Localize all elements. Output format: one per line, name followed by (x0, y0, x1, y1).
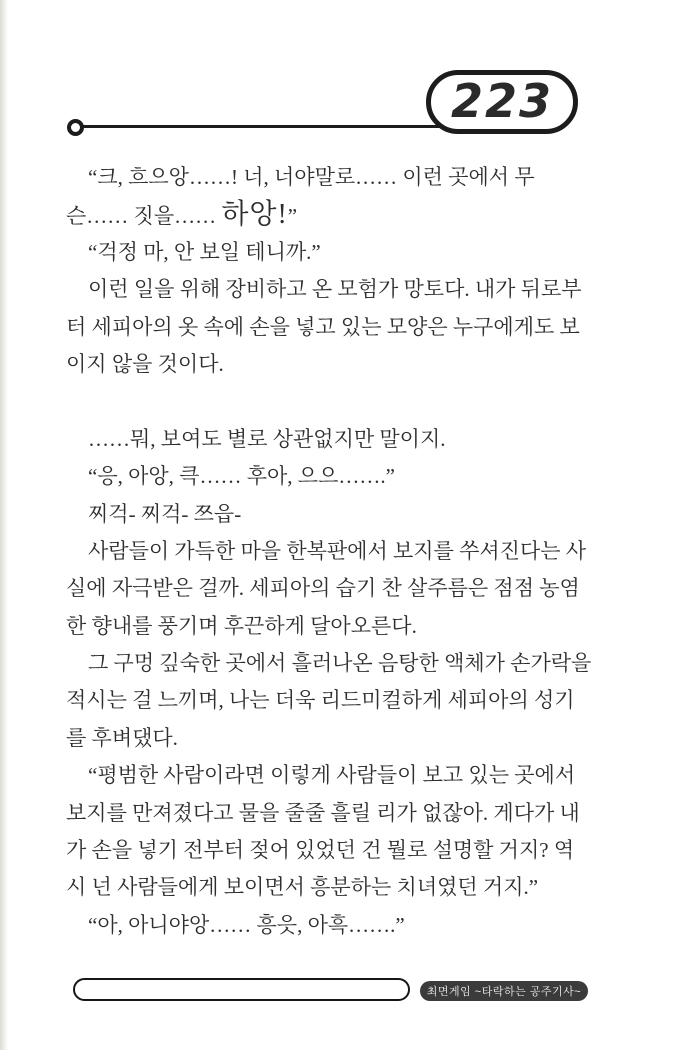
blank-line (66, 383, 614, 420)
series-title-badge (420, 981, 588, 1001)
text-line (66, 196, 614, 233)
text-line: 사람들이 가득한 마을 한복판에서 보지를 쑤셔진다는 사 (88, 538, 587, 563)
text-line: “크, 흐으앙……! 너, 너야말로…… 이런 곳에서 무 (88, 165, 535, 189)
text-line: 찌걱- 찌걱- 쯔읍- (88, 501, 242, 526)
header-rule (80, 125, 450, 128)
text-line: “평범한 사람이라면 이렇게 사람들이 보고 있는 곳에서 (88, 763, 576, 788)
text-segment: ” (287, 204, 298, 229)
text-line: 이지 않을 것이다. (66, 351, 224, 376)
text-line: 이런 일을 위해 장비하고 온 모험가 망토다. 내가 뒤로부 (88, 277, 582, 302)
text-line: 터 세피아의 옷 속에 손을 넣고 있는 모양은 누구에게도 보 (66, 314, 580, 339)
text-line: 한 향내를 풍기며 후끈하게 달아오른다. (66, 613, 417, 638)
body-text (66, 159, 614, 944)
footer-frame (73, 978, 410, 1001)
text-line: 보지를 만져졌다고 물을 줄줄 흘릴 리가 없잖아. 게다가 내 (66, 800, 580, 825)
page-number-badge (426, 70, 578, 134)
page-number: 223 (450, 74, 554, 128)
page-scan-edge (0, 0, 8, 1050)
text-line: “걱정 마, 안 보일 테니까.” (88, 239, 321, 264)
text-segment: 슨…… 짓을…… (66, 204, 222, 229)
text-line: “아, 아니야앙…… 흥읏, 아흑…….” (88, 912, 405, 937)
text-line: 를 후벼댔다. (66, 725, 178, 750)
text-line: 가 손을 넣기 전부터 젖어 있었던 건 뭘로 설명할 거지? 역 (66, 838, 575, 863)
text-line: 시 넌 사람들에게 보이면서 흥분하는 치녀였던 거지.” (66, 875, 539, 900)
text-line: “응, 아앙, 큭…… 후아, 으으…….” (88, 464, 395, 489)
text-line: 실에 자극받은 걸까. 세피아의 습기 찬 살주름은 점점 농염 (66, 576, 580, 601)
text-line: ……뭐, 보여도 별로 상관없지만 말이지. (88, 426, 446, 451)
emphasis-text: 하앙! (221, 199, 288, 231)
series-title: 최면게임 ~타락하는 공주기사~ (426, 986, 582, 998)
text-line: 그 구멍 깊숙한 곳에서 흘러나온 음탕한 액체가 손가락을 (88, 651, 592, 676)
text-line: 적시는 걸 느끼며, 나는 더욱 리드미컬하게 세피아의 성기 (66, 688, 575, 713)
